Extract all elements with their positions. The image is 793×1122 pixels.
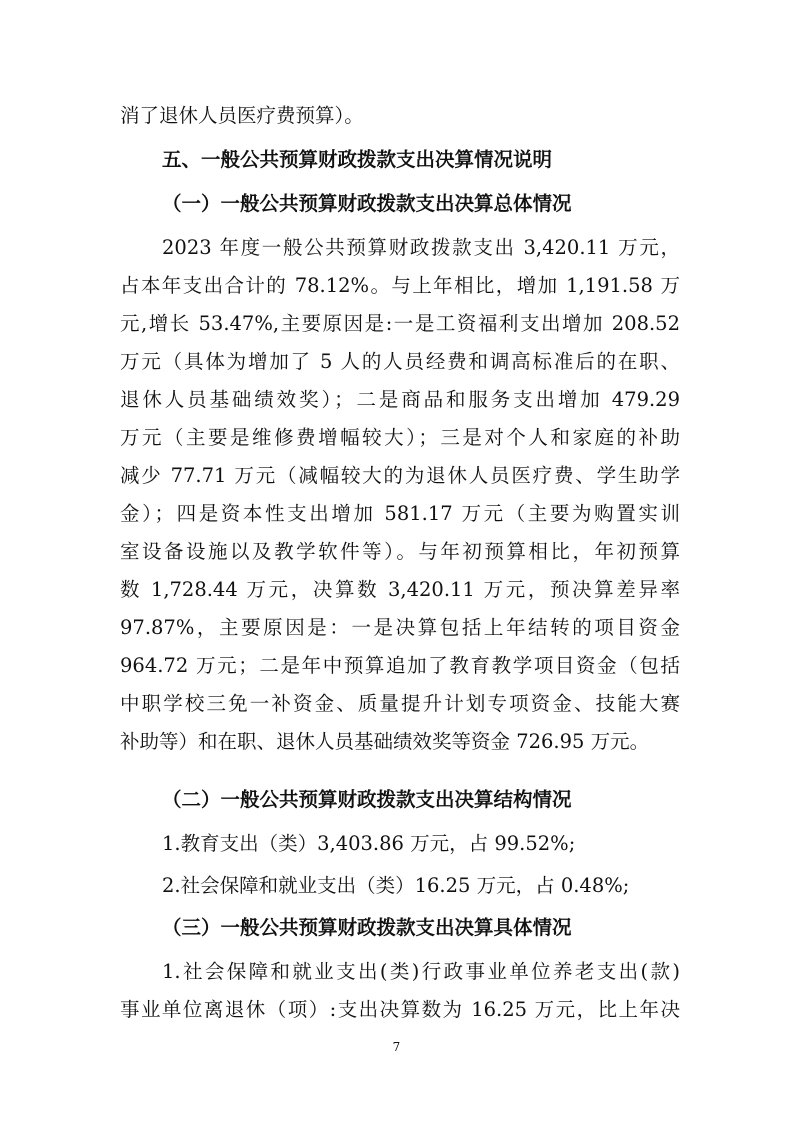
paragraph-line: 1.社会保障和就业支出(类)行政事业单位养老支出(款) [162,960,680,983]
subsection-heading: （一）一般公共预算财政拨款支出决算总体情况 [162,192,572,215]
list-item: 1.教育支出（类）3,403.86 万元，占 99.52%; [162,832,576,855]
paragraph-line: 占本年支出合计的 78.12%。与上年相比，增加 1,191.58 万 [120,274,680,297]
page-number: 7 [392,1040,401,1054]
paragraph-line: 消了退休人员医疗费预算）。 [120,104,364,127]
paragraph-line: 964.72 万元；二是年中预算追加了教育教学项目资金（包括 [120,654,680,677]
paragraph-line: 中职学校三免一补资金、质量提升计划专项资金、技能大赛 [120,692,680,715]
paragraph-line: 97.87%，主要原因是：一是决算包括上年结转的项目资金 [120,616,680,639]
paragraph-line: 补助等）和在职、退休人员基础绩效奖等资金 726.95 万元。 [120,730,650,753]
subsection-heading: （三）一般公共预算财政拨款支出决算具体情况 [162,916,572,939]
paragraph-line: 数 1,728.44 万元，决算数 3,420.11 万元，预决算差异率 [120,578,680,601]
paragraph-line: 元,增长 53.47%,主要原因是:一是工资福利支出增加 208.52 [120,312,680,335]
list-item: 2.社会保障和就业支出（类）16.25 万元，占 0.48%; [162,874,630,897]
paragraph-line: 万元（主要是维修费增幅较大）；三是对个人和家庭的补助 [120,426,680,449]
paragraph-line: 2023 年度一般公共预算财政拨款支出 3,420.11 万元， [162,236,680,259]
section-heading: 五、一般公共预算财政拨款支出决算情况说明 [162,148,553,171]
paragraph-line: 减少 77.71 万元（减幅较大的为退休人员医疗费、学生助学 [120,464,680,487]
paragraph-line: 事业单位离退休（项）:支出决算数为 16.25 万元，比上年决 [120,998,680,1021]
subsection-heading: （二）一般公共预算财政拨款支出决算结构情况 [162,788,572,811]
paragraph-line: 室设备设施以及教学软件等）。与年初预算相比，年初预算 [120,540,680,563]
paragraph-line: 金）；四是资本性支出增加 581.17 万元（主要为购置实训 [120,502,680,525]
paragraph-line: 万元（具体为增加了 5 人的人员经费和调高标准后的在职、 [120,350,680,373]
paragraph-line: 退休人员基础绩效奖）；二是商品和服务支出增加 479.29 [120,388,680,411]
